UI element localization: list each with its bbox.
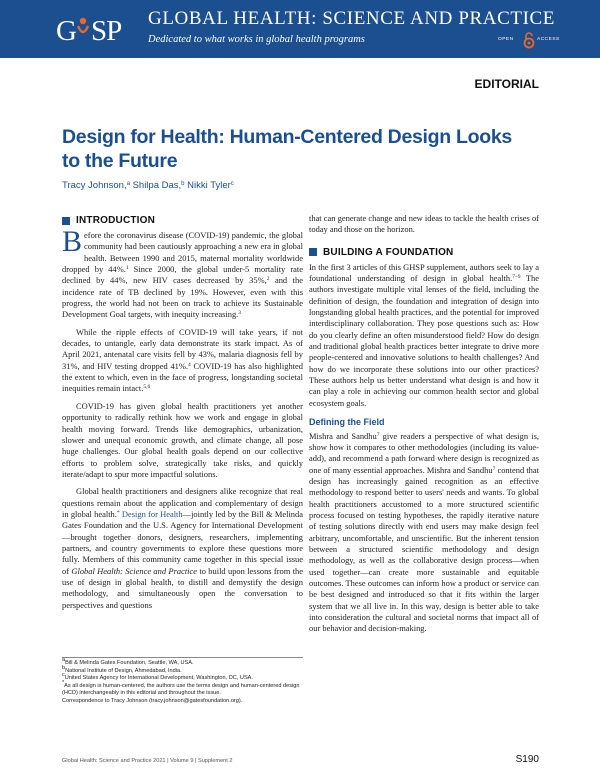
- correspondence: Correspondence to Tracy Johnson (tracy.johnson@gatesfoundation.org).: [62, 697, 243, 704]
- right-column: [309, 214, 539, 635]
- intro-paragraph-3: COVID-19 has given global health practitioners yet another opportunity to radically rethink how we work and engage in global health moving forward. Trends like demographics, urbanization, slower and unequal economic growth, and climate change, all pose huge challenges. Our global health goals depend on our collective efforts to problem solve, strategically take risks, and quickly iterate/adapt to spur more impactful solutions.: [62, 400, 303, 479]
- left-column: [62, 214, 303, 611]
- journal-title: GLOBAL HEALTH: SCIENCE AND PRACTICE: [148, 8, 555, 29]
- affiliation-footnotes: $^a$Bill & Melinda Gates Foundation, Seattle, WA, USA. $^b$National Institute of Design, Ahmedabad, India. $^c$United States Agency for International Development, Washington, DC, USA. *As all design is human-centered, the authors use the terms design and human-centered design (HCD) interchangeably in this editorial and throughout the issue. Correspondence to Tracy Johnson (tracy.johnson@gatesfoundation.org).: [62, 657, 303, 705]
- article-title: Design for Health: Human-Centered Design Looks to the Future: [62, 126, 512, 172]
- section-heading: BUILDING A FOUNDATION: [309, 246, 539, 259]
- intro-paragraph-2: While the ripple effects of COVID-19 will take years, if not decades, to untangle, early data demonstrate its stark impact. As of April 2021, antenatal care visits fell by 43%, malaria diagnosis fell by 31%, and HIV testing dropped 41%.$^4$ COVID-19 has also highlighted the extent to which, even in the face of progress, longstanding societal inequities remain intact.$^{5,6}$: [62, 326, 303, 394]
- journal-banner: [0, 0, 600, 58]
- subsection-heading: Defining the Field: [309, 417, 385, 428]
- svg-text:G: G: [56, 15, 76, 47]
- design-for-health-link[interactable]: Design for Health: [119, 508, 183, 519]
- author-name[interactable]: Nikki Tyler: [187, 180, 231, 191]
- continued-paragraph: that can generate change and new ideas to tackle the health crises of today and those on the horizon.: [309, 213, 539, 235]
- page-number: S190: [515, 754, 539, 765]
- section-heading: INTRODUCTION: [62, 214, 303, 227]
- author-list: Tracy Johnson,$^a$ Shilpa Das,$^b$ Nikki Tyler$^c$: [62, 180, 234, 191]
- author-name[interactable]: Tracy Johnson,: [62, 180, 127, 191]
- author-name[interactable]: Shilpa Das,: [132, 180, 182, 191]
- intro-paragraph-4: Global health practitioners and designers alike recognize that real questions remain about the application and complementary of design in global health.* Design for Health—jointly led by the Bill & Melinda Gates Foundation and the U.S. Agency for International Development—brought together donors, designers, researchers, implementing partners, and country governments to explore these questions more fully. Members of this community came together in this special issue of Global Health: Science and Practice to build upon lessons from the use of design in global health, to distill and demystify the design methodology, and simultaneously open the conversation to perspectives and questions: [62, 486, 303, 610]
- heading-square-icon: [62, 217, 70, 225]
- journal-tagline: Dedicated to what works in global health programs: [148, 34, 365, 45]
- article-type: EDITORIAL: [474, 77, 539, 91]
- open-access-label-right: ACCESS: [537, 37, 560, 42]
- foundation-paragraph: In the first 3 articles of this GHSP supplement, authors seek to lay a foundational understanding of design in global health.$^{7-9}$ The authors investigate multiple vital lenses of the field, including the definition of design, the foundation and integration of design into longstanding global health practices, and the potential for improved interdisciplinary collaboration. They pose questions such as: How do you clearly define an often misunderstood field? How do design and traditional global health practices better integrate to drive more people-centered and innovative solutions to health challenges? And how do we incorporate these solutions into our other practices? These authors help us better understand what design is and how it can play a role in achieving our common health sector and global ecosystem goals.: [309, 261, 539, 408]
- drop-cap: B: [62, 225, 83, 258]
- svg-text:SP: SP: [91, 15, 122, 47]
- journal-citation: Global Health: Science and Practice 2021 | Volume 9 | Supplement 2: [62, 758, 233, 764]
- heading-square-icon: [309, 248, 317, 256]
- intro-paragraph-1: Before the coronavirus disease (COVID-19) pandemic, the global community had been cautiously approaching a new era in global health. Between 1990 and 2015, maternal mortality worldwide dropped by 44%.$^1$ Since 2000, the global under-5 mortality rate declined by 44%, new HIV cases decreased by 35%,$^2$ and the incidence rate of TB declined by 19%. However, even with this progress, the world had not been on track to achieve its Sustainable Development Goal targets, with inequity increasing.$^3$: [62, 225, 303, 320]
- open-access-label-left: OPEN: [498, 37, 514, 42]
- open-access-badge: [496, 30, 566, 52]
- ghsp-logo: [56, 10, 136, 50]
- open-lock-icon: [523, 31, 535, 49]
- defining-field-paragraph: Mishra and Sandhu$^7$ give readers a perspective of what design is, show how it compares to other methodologies (including its value-add), and recommend a path forward where design is recognized as one of many essential approaches. Mishra and Sandhu$^7$ contend that design has increasingly gained recognition as an effective methodology to respond better to users' needs and wants. To global health practitioners accustomed to a more structured scientific process focused on testing hypotheses, the rapidly iterative nature of testing solutions directly with end users may make design feel arbitrary, uncomfortable, and unscientific. But the inherent tension between a structured scientific methodology and design methodology, as well as the collaborative design process—when used together—can create more sustainable and equitable outcomes. These outcomes can inform how a product or service can be best designed and introduced so that it fits within the larger system that we all live in. In this way, design is better able to take into consideration the cultural and societal norms that impact all of our behavior and decision-making.: [309, 430, 539, 634]
